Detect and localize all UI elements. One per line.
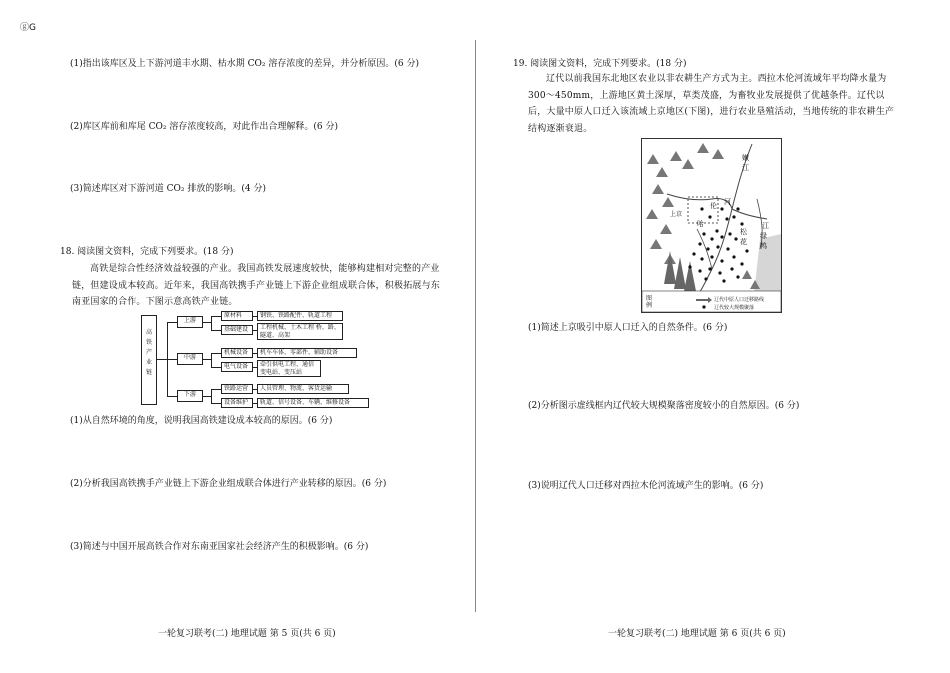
chain-mid-item: 电气设备 [221, 362, 253, 372]
map-label: 嫩 [742, 154, 749, 162]
chain-up-item: 原材料 [221, 311, 253, 321]
question-18-paragraph: 高铁是综合性经济效益较强的产业。我国高铁发展速度较快，能够构建相对完整的产业链，但建设成本较高。近年来，我国高铁携手产业链上下游企业组成联合体，积极拓展与东南亚国家的合作。下图示意高铁产业链。 [72, 264, 441, 307]
question-18-1: (1)从自然环境的角度，说明我国高铁建设成本较高的原因。(6 分) [70, 416, 333, 426]
page-5-footer: 一轮复习联考(二) 地理试题 第 5 页(共 6 页) [158, 629, 336, 639]
map-legend-dot: 辽代较大规模聚落 [714, 305, 755, 311]
map-legend-arrow: 辽代中原人口迁移路线 [714, 297, 765, 303]
shangjing-map [641, 138, 782, 313]
chain-mid-item: 机械设备 [221, 348, 253, 358]
question-17-2: (2)库区库前和库尾 CO₂ 溶存浓度较高，对此作出合理解释。(6 分) [70, 122, 338, 132]
chain-up-detail: 工程机械、土木工程 桥、路、隧道、高架 [257, 323, 343, 340]
map-label: 松 [740, 228, 747, 236]
chain-upstream: 上游 [177, 316, 203, 328]
map-label: 花 [740, 238, 747, 246]
question-18-title: 18. 阅读图文资料，完成下列要求。(18 分) [60, 247, 234, 257]
question-18-3: (3)简述与中国开展高铁合作对东南亚国家社会经济产生的积极影响。(6 分) [70, 542, 369, 552]
publisher-logo: ⓖG [20, 23, 36, 33]
question-17-3: (3)简述库区对下游河道 CO₂ 排放的影响。(4 分) [70, 184, 266, 194]
map-label: 河 [724, 198, 731, 206]
chain-up-item: 基础建设 [221, 325, 253, 335]
map-label: 鸭 [760, 242, 767, 250]
map-label-shangjing: 上京 [670, 211, 683, 218]
chain-down-item: 铁路运营 [221, 384, 253, 394]
map-label: 绿 [760, 232, 767, 240]
map-label: 伦 [710, 202, 717, 210]
map-label: 哈 [697, 220, 704, 228]
chain-down-item: 设备维护 [221, 398, 253, 408]
chain-down-detail: 轨道、信号设备、车辆、维修设备 [257, 398, 369, 408]
question-19-1: (1)简述上京吸引中原人口迁入的自然条件。(6 分) [528, 323, 728, 333]
question-19-2: (2)分析图示虚线框内辽代较大规模聚落密度较小的自然原因。(6 分) [528, 401, 800, 411]
map-label: 江 [742, 164, 749, 172]
map-graphic [642, 139, 781, 312]
question-19-3: (3)说明辽代人口迁移对西拉木伦河流域产生的影响。(6 分) [528, 481, 764, 491]
chain-root: 高铁产业链 [141, 315, 157, 405]
chain-up-detail: 钢铁、铁路配件、轨道工程 [257, 311, 343, 321]
chain-down-detail: 人员管理、物流、客货运输 [257, 384, 349, 394]
chain-midstream: 中游 [177, 353, 203, 365]
chain-downstream: 下游 [177, 390, 203, 402]
page-6-footer: 一轮复习联考(二) 地理试题 第 6 页(共 6 页) [608, 629, 786, 639]
question-19-title: 19. 阅读图文资料，完成下列要求。(18 分) [513, 59, 687, 69]
map-label: 江 [762, 222, 769, 230]
question-19-paragraph: 辽代以前我国东北地区农业以非农耕生产方式为主。西拉木伦河流域年平均降水量为 300～450mm，上游地区黄土深厚，草类茂盛，为畜牧业发展提供了优越条件。辽代以后，大量中原人口迁入该流域上京地区(下图)，进行农业垦殖活动，当地传统的非农耕生产结构逐渐衰退。 [528, 74, 895, 134]
question-17-1: (1)指出该库区及上下游河道丰水期、枯水期 CO₂ 溶存浓度的差异，并分析原因。(6 分) [70, 59, 419, 69]
page-divider [475, 40, 476, 612]
map-legend-title: 图例 [646, 295, 653, 309]
chain-mid-detail: 牵引供电工程、通信 变电站、变压站 [257, 360, 321, 377]
question-18-2: (2)分析我国高铁携手产业链上下游企业组成联合体进行产业转移的原因。(6 分) [70, 479, 387, 489]
chain-mid-detail: 机车车体、零部件、辅助设备 [257, 348, 357, 358]
